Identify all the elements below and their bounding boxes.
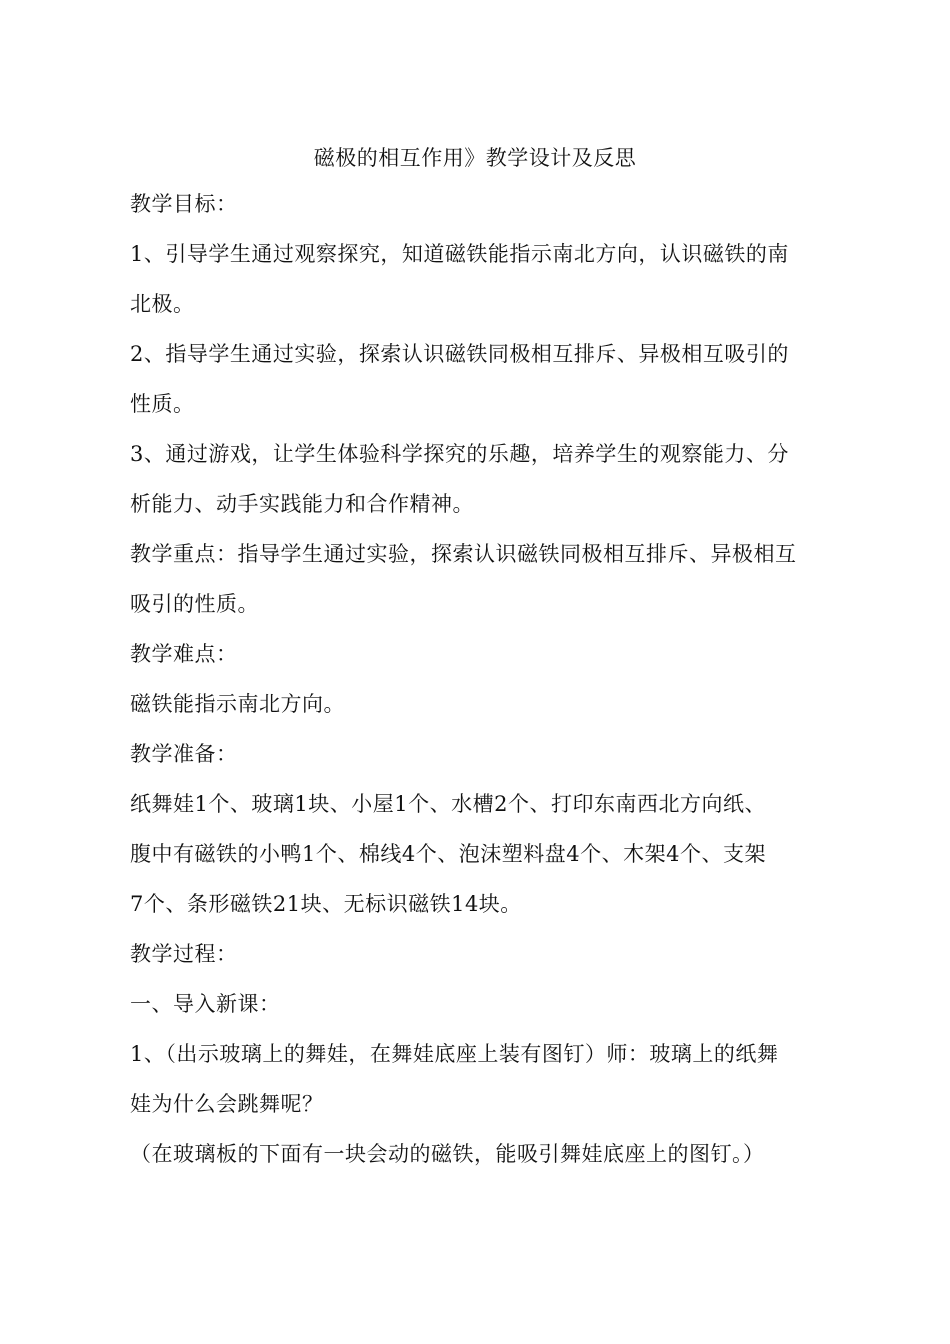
heading-process: 教学过程：: [130, 942, 238, 966]
document-title: 磁极的相互作用》教学设计及反思: [313, 146, 637, 170]
goal-3-line-1: 3、通过游戏，让学生体验科学探究的乐趣，培养学生的观察能力、分: [130, 442, 789, 466]
preparation-line-1: 纸舞娃1个、玻璃1块、小屋1个、水槽2个、打印东南西北方向纸、: [130, 792, 766, 816]
heading-preparation: 教学准备：: [130, 742, 238, 766]
goal-2-line-2: 性质。: [130, 392, 195, 416]
preparation-line-2: 腹中有磁铁的小鸭1个、棉线4个、泡沫塑料盘4个、木架4个、支架: [130, 842, 766, 866]
goal-1-line-2: 北极。: [130, 292, 195, 316]
goal-2-line-1: 2、指导学生通过实验，探索认识磁铁同极相互排斥、异极相互吸引的: [130, 342, 789, 366]
key-point-line-2: 吸引的性质。: [130, 592, 259, 616]
difficulty-text: 磁铁能指示南北方向。: [130, 692, 345, 716]
goal-1-line-1: 1、引导学生通过观察探究，知道磁铁能指示南北方向，认识磁铁的南: [130, 242, 789, 266]
preparation-line-3: 7个、条形磁铁21块、无标识磁铁14块。: [130, 892, 522, 916]
step-1-line-1: 1、（出示玻璃上的舞娃，在舞娃底座上装有图钉）师：玻璃上的纸舞: [130, 1042, 779, 1066]
heading-teaching-goals: 教学目标：: [130, 192, 238, 216]
step-1-line-2: 娃为什么会跳舞呢？: [130, 1092, 324, 1116]
key-point-line-1: 教学重点：指导学生通过实验，探索认识磁铁同极相互排斥、异极相互: [130, 542, 797, 566]
section-introduction: 一、导入新课：: [130, 992, 281, 1016]
goal-3-line-2: 析能力、动手实践能力和合作精神。: [130, 492, 474, 516]
step-1-answer: （在玻璃板的下面有一块会动的磁铁，能吸引舞娃底座上的图钉。）: [130, 1142, 765, 1166]
heading-difficulty: 教学难点：: [130, 642, 238, 666]
